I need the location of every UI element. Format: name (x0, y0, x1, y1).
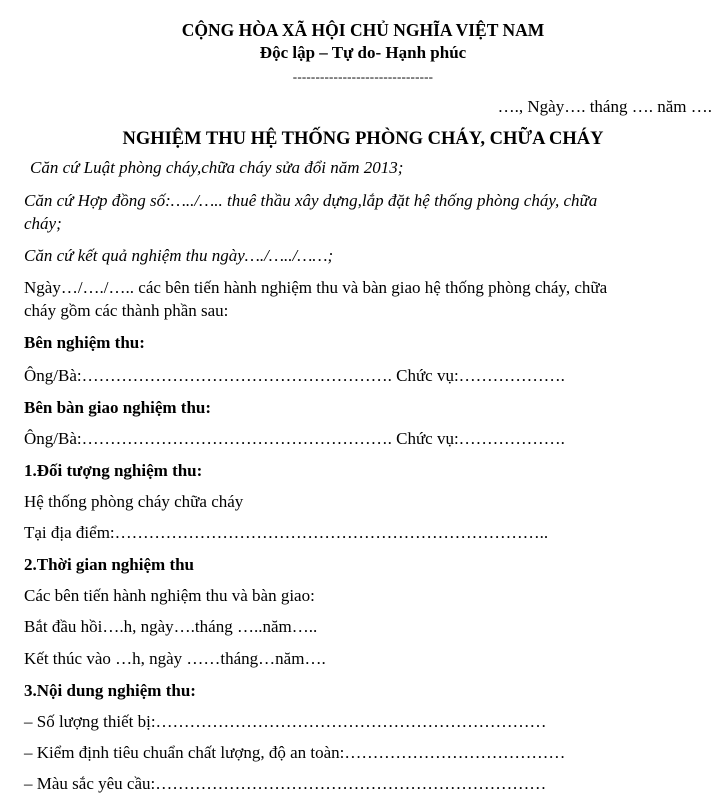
document-title: NGHIỆM THU HỆ THỐNG PHÒNG CHÁY, CHỮA CHÁY (122, 129, 604, 149)
acceptance-party-heading: Bên nghiệm thu: (24, 333, 145, 352)
handover-party-person: Ông/Bà:………………………………………………. Chức vụ:………………. (24, 429, 565, 448)
header-divider: ------------------------------- (292, 69, 434, 84)
basis-contract: Căn cứ Hợp đồng số:…../….. thuê thầu xây dựng,lắp đặt hệ thống phòng cháy, chữa (24, 191, 598, 210)
section3-item-color: – Màu sắc yêu cầu:…………………………………………………………… (24, 774, 547, 793)
section1-location: Tại địa điểm:………………………………………………………………….. (24, 523, 549, 542)
section1-object: Hệ thống phòng cháy chữa cháy (24, 492, 244, 511)
motto: Độc lập – Tự do- Hạnh phúc (259, 43, 467, 62)
section1-heading: 1.Đối tượng nghiệm thu: (24, 461, 203, 480)
section2-end: Kết thúc vào …h, ngày ……tháng…năm…. (24, 649, 326, 668)
acceptance-party-person: Ông/Bà:………………………………………………. Chức vụ:………………. (24, 366, 565, 385)
intro-line-2: cháy gồm các thành phần sau: (24, 301, 229, 320)
section2-start: Bắt đầu hồi….h, ngày….tháng …..năm….. (24, 617, 318, 636)
basis-law: Căn cứ Luật phòng cháy,chữa cháy sửa đổi năm 2013; (30, 158, 404, 177)
section3-item-quantity: – Số lượng thiết bị:…………………………………………………………… (24, 712, 547, 731)
basis-contract-cont: cháy; (24, 214, 62, 233)
section2-intro: Các bên tiến hành nghiệm thu và bàn giao: (24, 586, 315, 605)
handover-party-heading: Bên bàn giao nghiệm thu: (24, 398, 212, 417)
basis-result: Căn cứ kết quả nghiệm thu ngày…./…../……; (24, 246, 334, 265)
section2-heading: 2.Thời gian nghiệm thu (24, 555, 195, 574)
intro-line-1: Ngày…/…./….. các bên tiến hành nghiệm thu và bàn giao hệ thống phòng cháy, chữa (24, 278, 608, 297)
country-header: CỘNG HÒA XÃ HỘI CHỦ NGHĨA VIỆT NAM (181, 20, 545, 40)
section3-heading: 3.Nội dung nghiệm thu: (24, 681, 196, 700)
date-line: …., Ngày…. tháng …. năm …. (497, 97, 712, 116)
section3-item-inspection: – Kiểm định tiêu chuẩn chất lượng, độ an toàn:………………………………… (24, 743, 566, 762)
